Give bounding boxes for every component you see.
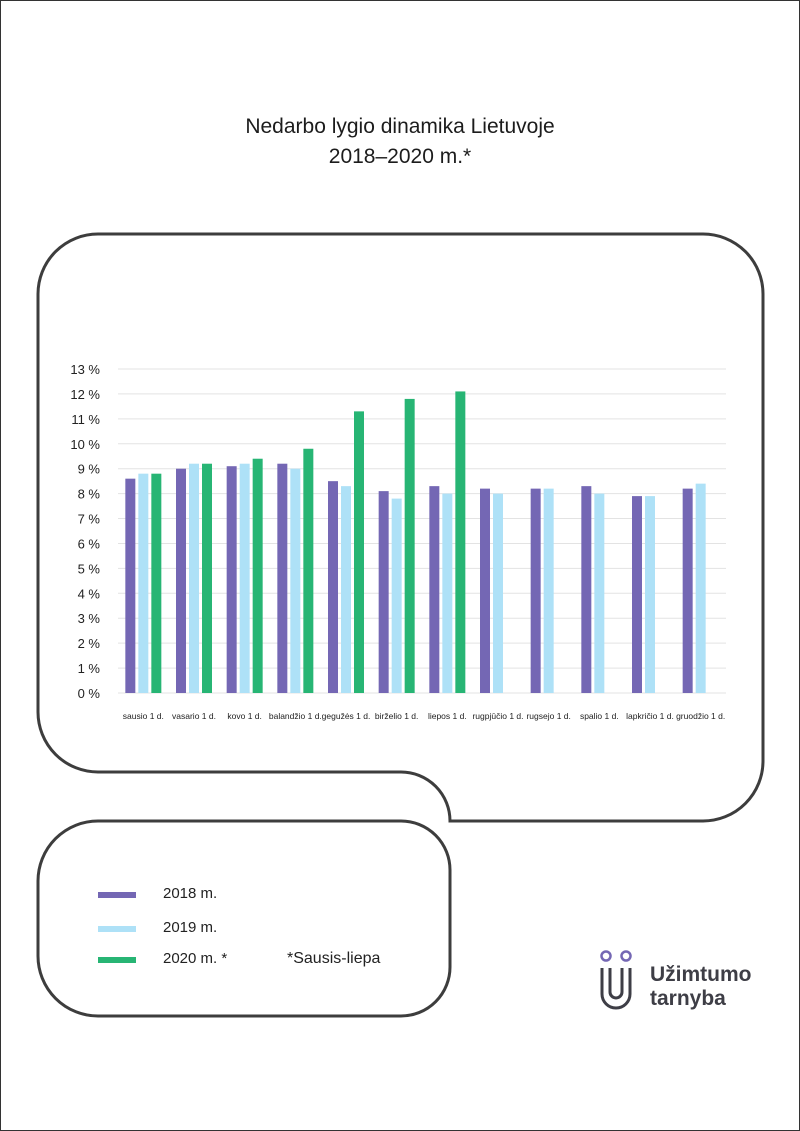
bar — [328, 481, 338, 693]
bar — [354, 411, 364, 693]
bar — [480, 489, 490, 693]
legend-swatch-2018 — [98, 892, 136, 898]
x-tick-label: birželio 1 d. — [374, 711, 419, 721]
bar — [429, 486, 439, 693]
y-tick-label: 11 % — [71, 411, 100, 427]
bar — [544, 489, 554, 693]
x-tick-label: kovo 1 d. — [227, 711, 262, 721]
uzimtumo-tarnyba-logo — [598, 950, 778, 1020]
y-tick-label: 13 % — [70, 362, 100, 377]
legend-item-2018 — [98, 885, 218, 905]
bar — [176, 469, 186, 693]
bar — [290, 469, 300, 693]
bar — [581, 486, 591, 693]
bar — [493, 494, 503, 693]
y-tick-label: 1 % — [77, 661, 100, 677]
legend-label-2018: 2018 m. — [163, 885, 218, 902]
x-tick-label: sausio 1 d. — [122, 711, 164, 721]
x-tick-label: gegužės 1 d. — [321, 711, 371, 721]
bar — [455, 391, 465, 693]
bar — [227, 466, 237, 693]
uzimtumo-tarnyba-logo-icon — [598, 950, 642, 1016]
bar — [138, 474, 148, 693]
bar — [125, 479, 135, 693]
y-tick-label: 7 % — [77, 511, 100, 527]
y-tick-label: 9 % — [77, 461, 100, 477]
bar — [253, 459, 263, 693]
x-tick-label: gruodžio 1 d. — [676, 711, 726, 721]
y-tick-label: 8 % — [77, 486, 100, 502]
x-tick-label: rugpjūčio 1 d. — [472, 711, 524, 721]
bar — [683, 489, 693, 693]
logo-line1: Užimtumo — [650, 963, 752, 986]
x-tick-label: spalio 1 d. — [579, 711, 619, 721]
legend-label-2019: 2019 m. — [163, 919, 218, 936]
bar — [379, 491, 389, 693]
legend-label-2020: 2020 m. * — [163, 950, 228, 967]
y-tick-label: 3 % — [77, 611, 100, 627]
y-tick-label: 5 % — [77, 561, 100, 577]
bar — [202, 464, 212, 693]
bar — [531, 489, 541, 693]
bar — [277, 464, 287, 693]
legend-item-2020 — [98, 950, 228, 970]
bar — [240, 464, 250, 693]
x-tick-label: balandžio 1 d. — [268, 711, 322, 721]
y-tick-label: 2 % — [77, 636, 100, 652]
bar — [151, 474, 161, 693]
chart-subtitle: 2018–2020 m.* — [328, 145, 472, 168]
y-tick-label: 4 % — [77, 586, 100, 602]
logo-line2: tarnyba — [650, 987, 726, 1010]
bar — [341, 486, 351, 693]
bar — [696, 484, 706, 693]
chart-title: Nedarbo lygio dinamika Lietuvoje — [245, 115, 555, 138]
bar — [189, 464, 199, 693]
bar — [632, 496, 642, 693]
bar — [442, 494, 452, 693]
bar — [303, 449, 313, 693]
x-tick-label: liepos 1 d. — [427, 711, 467, 721]
y-tick-label: 6 % — [77, 536, 100, 552]
logo-text — [650, 963, 752, 1011]
legend-swatch-2019 — [98, 926, 136, 932]
legend-swatch-2020 — [98, 957, 136, 963]
bar — [645, 496, 655, 693]
y-tick-label: 0 % — [77, 686, 100, 701]
bar — [405, 399, 415, 693]
bar — [594, 494, 604, 693]
footnote: *Sausis-liepa — [287, 950, 381, 967]
y-tick-label: 12 % — [70, 386, 100, 402]
x-tick-label: vasario 1 d. — [172, 711, 216, 721]
bar — [392, 499, 402, 693]
x-tick-label: lapkričio 1 d. — [626, 711, 674, 721]
legend-item-2019 — [98, 919, 218, 939]
x-tick-label: rugsejo 1 d. — [526, 711, 571, 721]
y-tick-label: 10 % — [70, 436, 100, 452]
